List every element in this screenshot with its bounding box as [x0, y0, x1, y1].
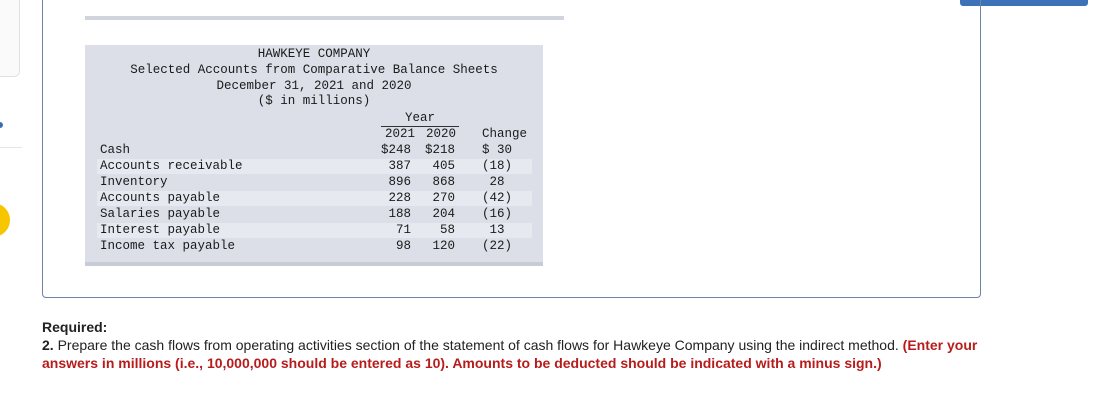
table-row — [85, 191, 543, 207]
balance-sheet-table — [85, 45, 543, 263]
table-row — [85, 175, 543, 191]
required-number: 2. — [42, 337, 54, 353]
table-row — [85, 223, 543, 239]
col-header-2020: 2020 — [425, 127, 456, 141]
table-row — [85, 207, 543, 223]
row-2020: 270 — [432, 191, 455, 205]
year-header: Year — [404, 111, 435, 125]
required-body: Prepare the cash flows from operating activities section of the statement of cash flows for Hawkeye Company using the indirect method. — [53, 337, 903, 353]
required-title: Required: — [42, 319, 108, 335]
row-change: (22) — [481, 239, 512, 253]
row-label: Cash — [100, 143, 131, 157]
row-2020: $218 — [424, 143, 455, 157]
row-2021: 228 — [388, 191, 411, 205]
row-2021: 387 — [388, 159, 411, 173]
table-row — [85, 239, 543, 255]
required-section — [42, 318, 982, 372]
row-2020: 868 — [432, 175, 455, 189]
nav-dot-icon[interactable] — [0, 122, 3, 128]
row-change: (18) — [481, 159, 512, 173]
row-2020: 120 — [432, 239, 455, 253]
table-bottom-rule — [85, 262, 543, 266]
table-date: December 31, 2021 and 2020 — [216, 79, 412, 93]
row-label: Salaries payable — [100, 207, 221, 221]
company-name: HAWKEYE COMPANY — [257, 47, 371, 61]
side-divider — [0, 147, 22, 148]
row-change: $ 30 — [481, 143, 512, 157]
row-2021: 896 — [388, 175, 411, 189]
row-change: (42) — [481, 191, 512, 205]
row-change: (16) — [481, 207, 512, 221]
row-label: Accounts payable — [100, 191, 221, 205]
top-divider — [85, 16, 564, 20]
required-text — [42, 336, 982, 372]
row-label: Accounts receivable — [100, 159, 243, 173]
row-2021: 71 — [395, 223, 411, 237]
help-circle-icon[interactable] — [0, 203, 10, 237]
row-label: Income tax payable — [100, 239, 236, 253]
required-instruction: (Enter your answers in millions (i.e., 10,000,000 should be entered as 10). Amounts to be deducted should be indicated with a minus sign.) — [42, 337, 978, 371]
row-label: Interest payable — [100, 223, 221, 237]
table-unit: ($ in millions) — [257, 94, 371, 108]
row-2020: 405 — [432, 159, 455, 173]
row-2020: 204 — [432, 207, 455, 221]
row-change: 28 — [489, 175, 505, 189]
row-2021: 98 — [395, 239, 411, 253]
table-subtitle: Selected Accounts from Comparative Balance Sheets — [130, 63, 498, 77]
row-label: Inventory — [100, 175, 168, 189]
col-header-change: Change — [481, 127, 527, 141]
table-row — [85, 143, 543, 159]
row-2021: 188 — [388, 207, 411, 221]
side-panel-edge — [0, 0, 20, 77]
table-row — [85, 159, 543, 175]
row-change: 13 — [489, 223, 505, 237]
row-2020: 58 — [439, 223, 455, 237]
col-header-2021: 2021 — [384, 127, 415, 141]
row-2021: $248 — [380, 143, 411, 157]
